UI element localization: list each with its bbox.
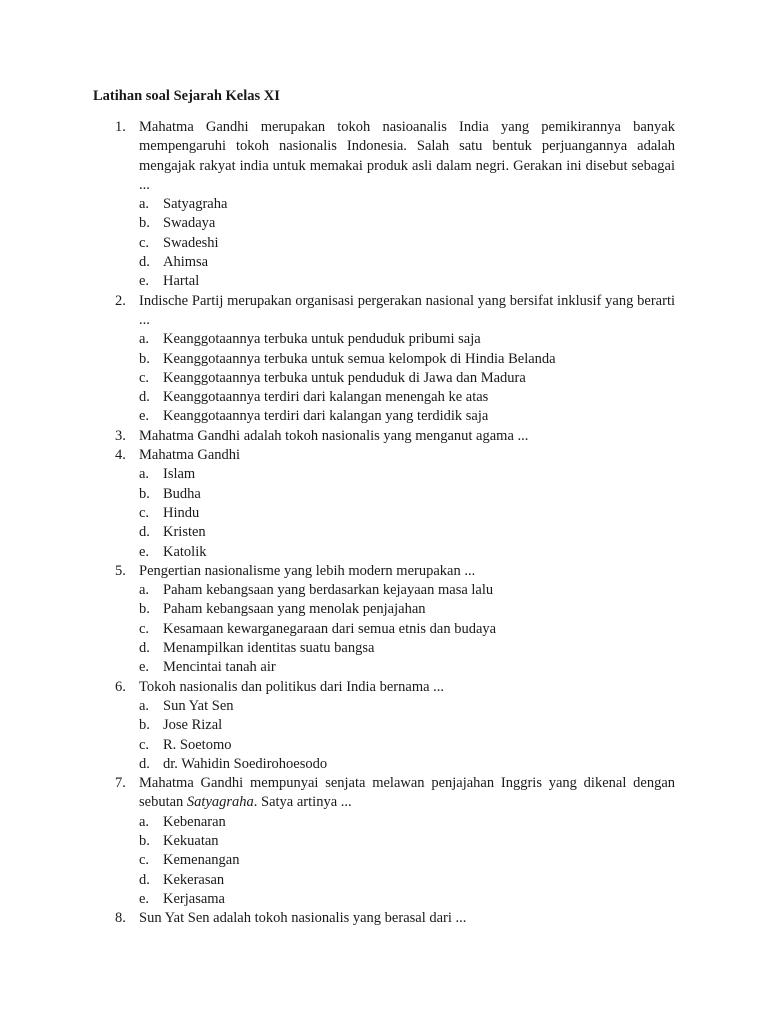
option-text: Hindu (163, 504, 200, 521)
question-number: 5. (115, 562, 126, 579)
option-a (93, 813, 675, 832)
option-text: Keanggotaannya terbuka untuk penduduk di Jawa dan Madura (163, 369, 526, 386)
option-text: Keanggotaannya terbuka untuk semua kelompok di Hindia Belanda (163, 350, 556, 367)
option-letter: c. (139, 852, 150, 869)
option-text: R. Soetomo (163, 736, 232, 753)
option-d (93, 388, 675, 407)
option-letter: a. (139, 466, 150, 483)
option-letter: e. (139, 659, 150, 676)
question-text-part: . Satya artinya ... (253, 794, 352, 811)
option-text: dr. Wahidin Soedirohoesodo (163, 755, 328, 772)
option-d (93, 755, 675, 774)
option-d (93, 871, 675, 890)
option-text: Ahimsa (163, 254, 209, 271)
option-letter: c. (139, 620, 150, 637)
option-d (93, 253, 675, 272)
option-letter: a. (139, 196, 150, 213)
option-text: Keanggotaannya terbuka untuk penduduk pribumi saja (163, 331, 481, 348)
option-e (93, 658, 675, 677)
option-letter: d. (139, 755, 150, 772)
option-text: Kerjasama (163, 890, 225, 907)
option-letter: c. (139, 369, 150, 386)
option-text: Hartal (163, 273, 200, 290)
question-text (139, 774, 675, 813)
option-text: Kesamaan kewarganegaraan dari semua etnis dan budaya (163, 620, 497, 637)
option-b (93, 214, 675, 233)
question-number: 2. (115, 292, 126, 309)
option-text: Islam (163, 466, 196, 483)
option-a (93, 330, 675, 349)
option-letter: b. (139, 215, 150, 232)
document-title: Latihan soal Sejarah Kelas XI (93, 88, 280, 104)
option-letter: d. (139, 640, 150, 657)
question-1 (93, 118, 675, 292)
option-c (93, 851, 675, 870)
option-text: Paham kebangsaan yang berdasarkan kejayaan masa lalu (163, 582, 494, 599)
option-letter: b. (139, 350, 150, 367)
option-text: Kebenaran (163, 813, 226, 830)
option-letter: b. (139, 717, 150, 734)
option-text: Menampilkan identitas suatu bangsa (163, 640, 375, 657)
option-letter: c. (139, 736, 150, 753)
option-c (93, 369, 675, 388)
option-text: Kekerasan (163, 871, 225, 888)
question-5 (93, 562, 675, 678)
option-text: Sun Yat Sen (163, 697, 234, 714)
option-c (93, 234, 675, 253)
question-6 (93, 678, 675, 774)
option-letter: e. (139, 408, 150, 425)
question-text: Pengertian nasionalisme yang lebih modern merupakan ... (139, 562, 476, 579)
option-letter: a. (139, 582, 150, 599)
option-b (93, 350, 675, 369)
option-a (93, 697, 675, 716)
option-d (93, 523, 675, 542)
question-text: Sun Yat Sen adalah tokoh nasionalis yang berasal dari ... (139, 910, 467, 927)
option-letter: d. (139, 254, 150, 271)
question-number: 4. (115, 447, 126, 464)
option-a (93, 581, 675, 600)
question-text: Mahatma Gandhi (139, 447, 241, 464)
option-text: Jose Rizal (163, 717, 223, 734)
option-letter: a. (139, 331, 150, 348)
option-letter: b. (139, 601, 150, 618)
option-text: Katolik (163, 543, 207, 560)
option-text: Kemenangan (163, 852, 240, 869)
option-c (93, 620, 675, 639)
question-8 (93, 909, 675, 928)
option-b (93, 832, 675, 851)
question-7 (93, 774, 675, 909)
option-e (93, 272, 675, 291)
option-a (93, 195, 675, 214)
option-e (93, 543, 675, 562)
option-text: Kekuatan (163, 832, 219, 849)
option-e (93, 407, 675, 426)
option-b (93, 716, 675, 735)
option-c (93, 736, 675, 755)
option-letter: c. (139, 234, 150, 251)
question-text: Mahatma Gandhi adalah tokoh nasionalis yang menganut agama ... (139, 427, 529, 444)
option-d (93, 639, 675, 658)
option-letter: a. (139, 813, 150, 830)
option-text: Swadeshi (163, 234, 219, 251)
option-e (93, 890, 675, 909)
option-letter: d. (139, 389, 150, 406)
question-list (93, 118, 675, 928)
question-number: 6. (115, 678, 126, 695)
option-text: Budha (163, 485, 201, 502)
question-text-italic: Satyagraha (186, 794, 254, 811)
question-2 (93, 292, 675, 427)
option-text: Swadaya (163, 215, 216, 232)
question-number: 3. (115, 427, 126, 444)
option-letter: d. (139, 871, 150, 888)
option-c (93, 504, 675, 523)
option-b (93, 600, 675, 619)
question-text: Mahatma Gandhi merupakan tokoh nasioanalis India yang pemikirannya banyak mempengaruhi tokoh nasionalis Indonesia. Salah satu bentuk perjuangannya adalah mengajak rakyat india untuk memakai produk asli dalam negri. Gerakan ini disebut sebagai ... (139, 119, 675, 193)
option-b (93, 485, 675, 504)
option-letter: b. (139, 832, 150, 849)
option-text: Satyagraha (163, 196, 228, 213)
option-text: Keanggotaannya terdiri dari kalangan menengah ke atas (163, 389, 489, 406)
question-number: 7. (115, 775, 126, 792)
question-4 (93, 446, 675, 562)
option-letter: e. (139, 273, 150, 290)
option-text: Mencintai tanah air (163, 659, 276, 676)
option-text: Paham kebangsaan yang menolak penjajahan (163, 601, 426, 618)
option-letter: d. (139, 524, 150, 541)
question-text-part: Mahatma Gandhi mempunyai senjata melawan penjajahan Inggris yang dikenal dengan sebutan (139, 775, 675, 811)
option-text: Kristen (163, 524, 206, 541)
question-text: Tokoh nasionalis dan politikus dari India bernama ... (139, 678, 445, 695)
question-3 (93, 427, 675, 446)
question-number: 8. (115, 910, 126, 927)
option-letter: e. (139, 890, 150, 907)
option-letter: b. (139, 485, 150, 502)
option-letter: a. (139, 697, 150, 714)
option-a (93, 465, 675, 484)
option-letter: e. (139, 543, 150, 560)
question-text: Indische Partij merupakan organisasi pergerakan nasional yang bersifat inklusif yang berarti ... (139, 292, 675, 328)
option-letter: c. (139, 504, 150, 521)
question-number: 1. (115, 119, 126, 135)
option-text: Keanggotaannya terdiri dari kalangan yang terdidik saja (163, 408, 489, 425)
